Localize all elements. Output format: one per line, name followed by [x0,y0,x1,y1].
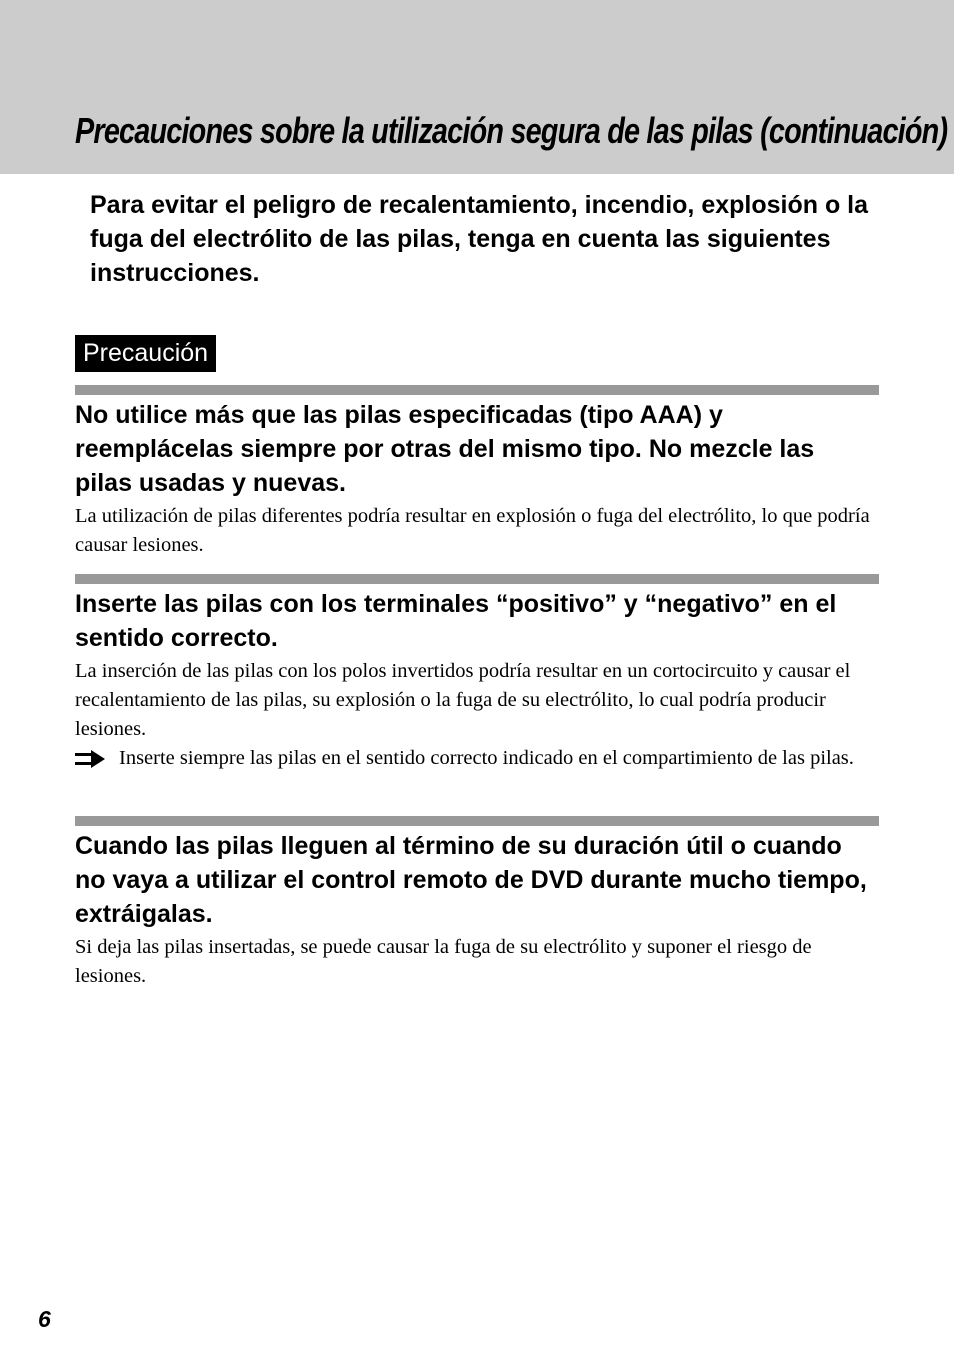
header-band [0,0,954,174]
section-body: La utilización de pilas diferentes podría resultar en explosión o fuga del electrólito, lo que podría causar lesiones. [75,505,870,556]
intro-text: Para evitar el peligro de recalentamiento, incendio, explosión o la fuga del electrólito de las pilas, tenga en cuenta las siguientes instrucciones. [90,191,869,287]
section-heading: No utilice más que las pilas especificadas (tipo AAA) y reemplácelas siempre por otras del mismo tipo. No mezcle las pilas usadas y nuevas. [75,401,815,497]
section-divider [75,574,879,584]
section-heading: Inserte las pilas con los terminales “positivo” y “negativo” en el sentido correcto. [75,590,837,652]
section-divider [75,385,879,395]
arrow-right-icon [75,750,105,768]
section-heading: Cuando las pilas lleguen al término de su duración útil o cuando no vaya a utilizar el control remoto de DVD durante mucho tiempo, extráigalas. [75,832,867,928]
page-title: Precauciones sobre la utilización segura de las pilas (continuación) [75,110,948,151]
note-text: Inserte siempre las pilas en el sentido correcto indicado en el compartimiento de las pilas. [119,747,854,769]
section-body: Si deja las pilas insertadas, se puede causar la fuga de su electrólito y suponer el riesgo de lesiones. [75,936,812,987]
caution-label: Precaución [75,335,216,372]
section-divider [75,816,879,826]
section-body: La inserción de las pilas con los polos invertidos podría resultar en un cortocircuito y causar el recalentamiento de las pilas, su explosión o la fuga de su electrólito, lo cual podría producir lesiones. [75,660,851,740]
page-number: 6 [38,1306,51,1332]
